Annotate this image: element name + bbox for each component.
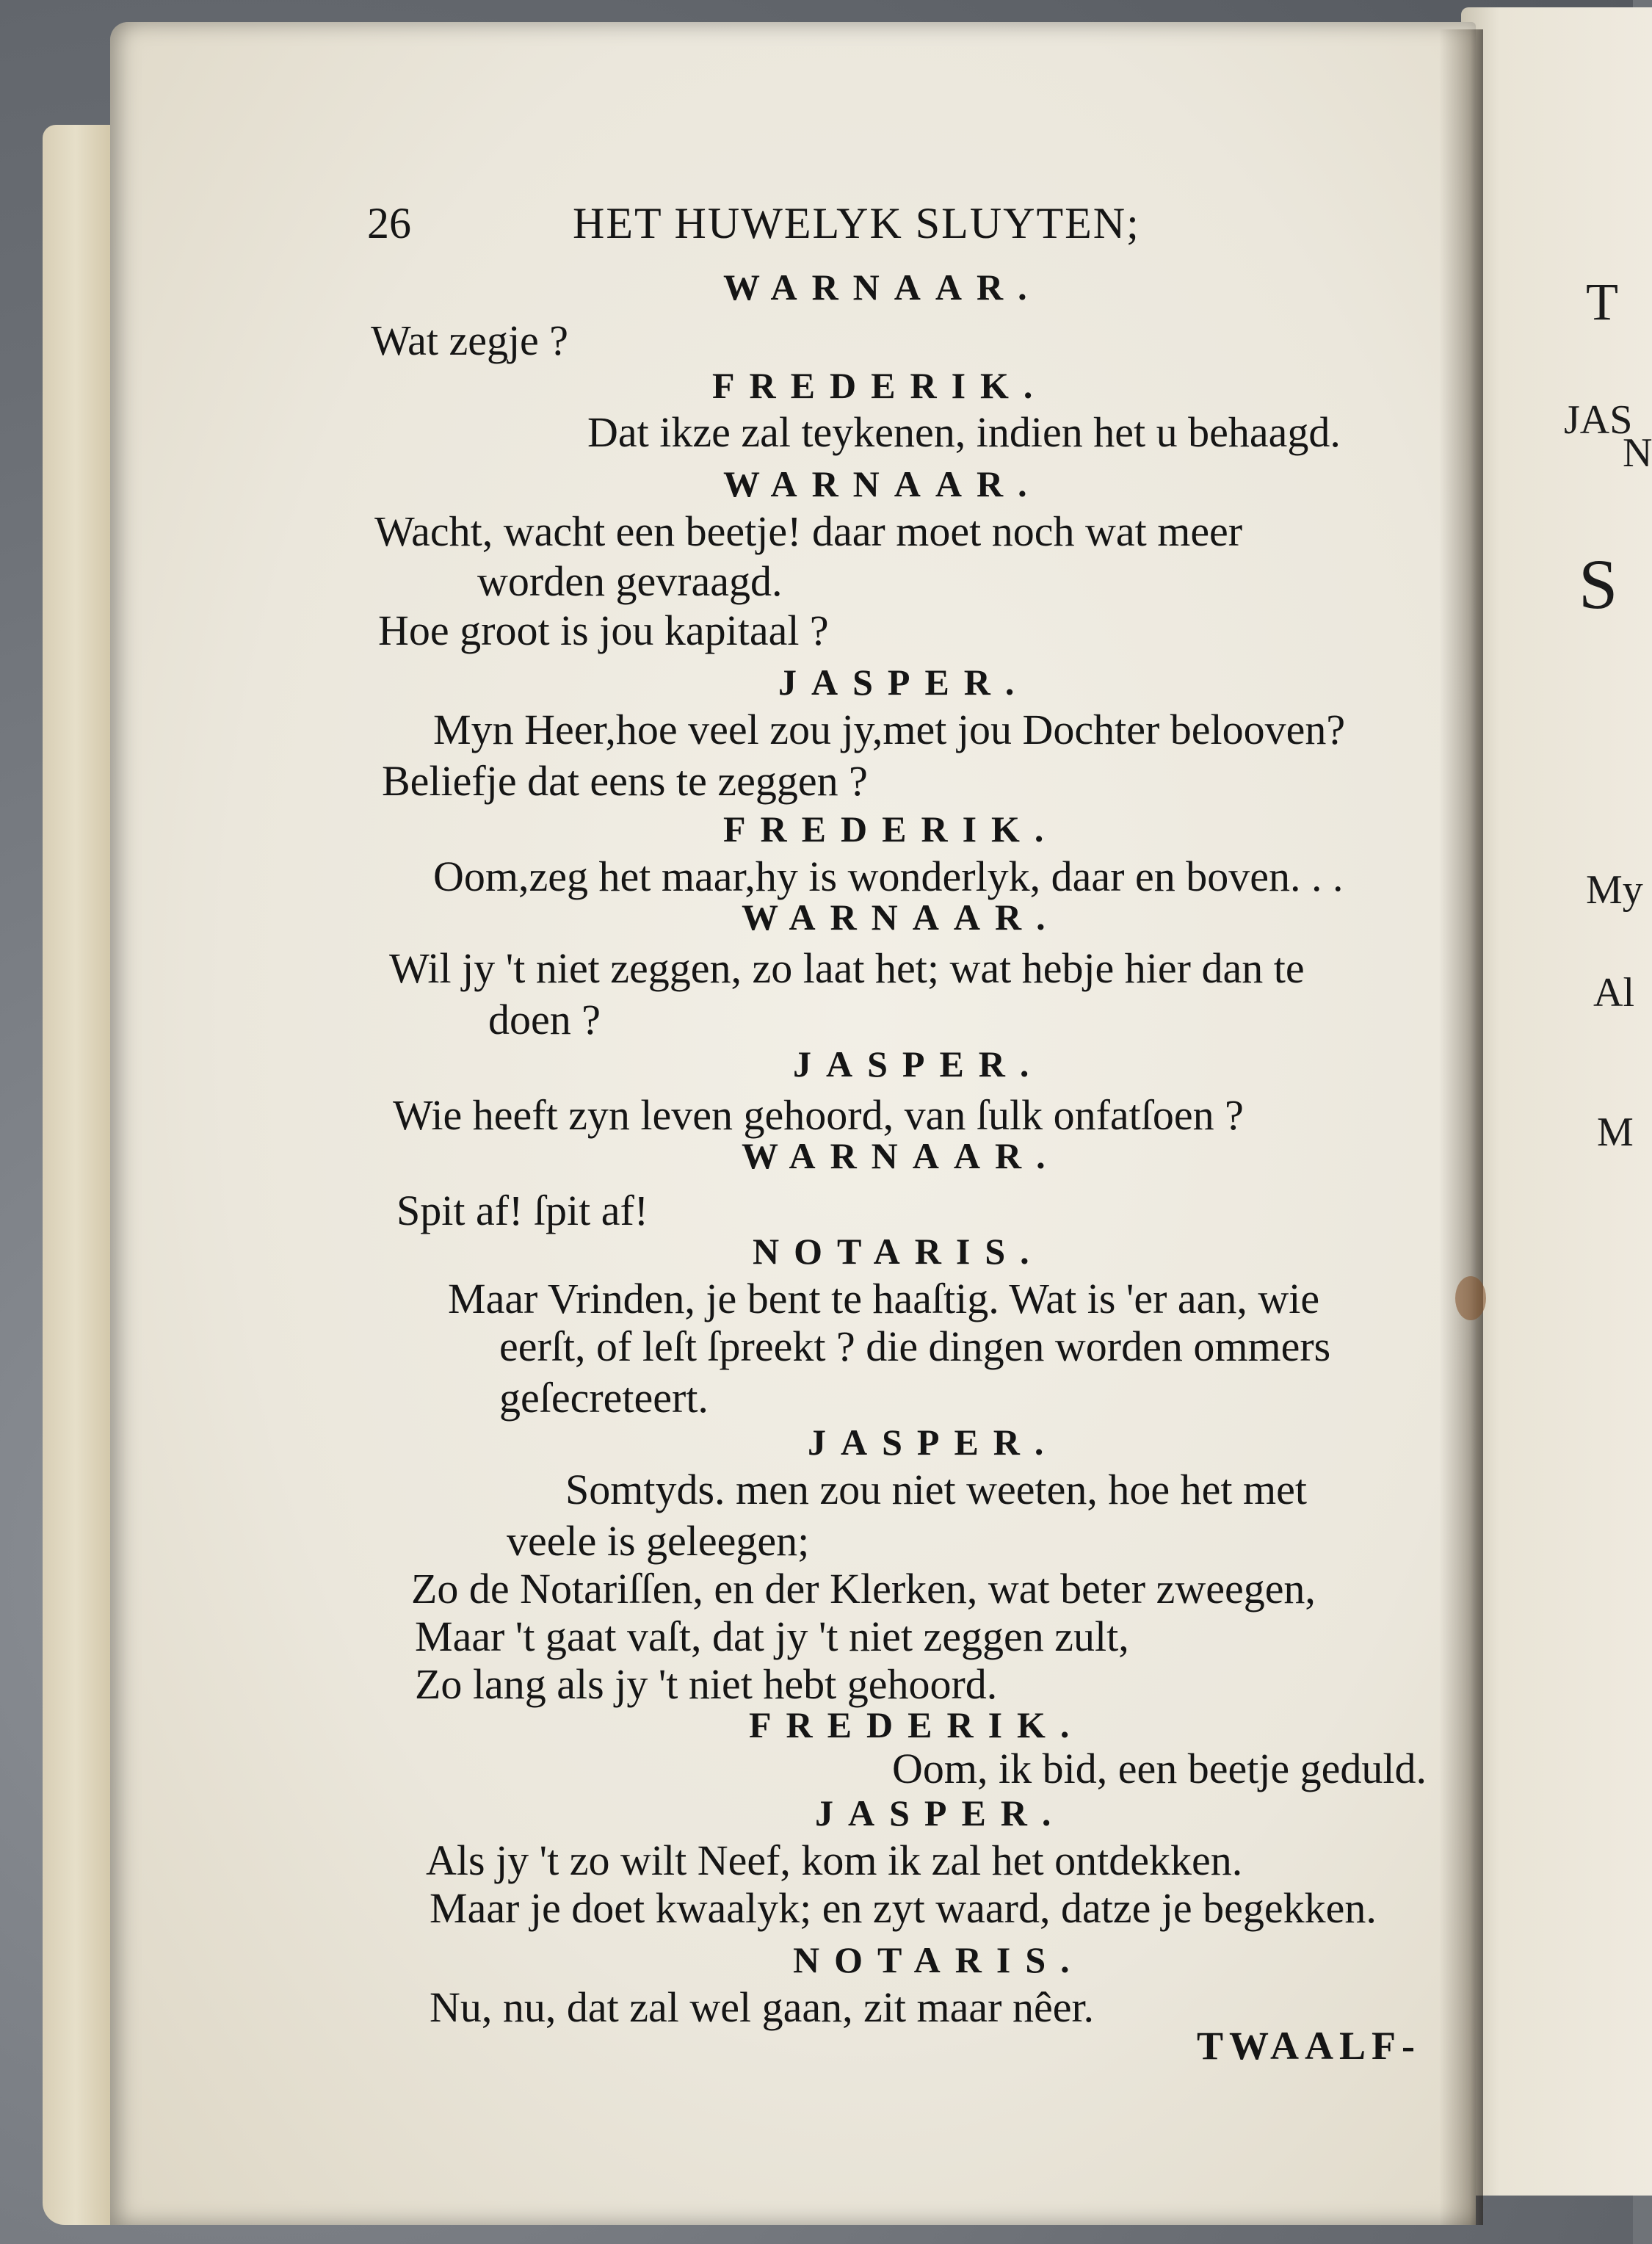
speaker-name: FREDERIK.: [712, 365, 1048, 406]
speaker-name: JASPER.: [793, 1043, 1044, 1085]
dialogue-line: Nu, nu, dat zal wel gaan, zit maar nêer.: [430, 1983, 1095, 2031]
dialogue-line: Wat zegje ?: [371, 316, 569, 364]
catchword: TWAALF-: [1197, 2024, 1421, 2068]
speaker-name: WARNAAR.: [723, 267, 1042, 308]
speaker-name: JASPER.: [778, 662, 1029, 703]
facing-fragment: N: [1623, 430, 1652, 476]
facing-fragment: M: [1597, 1110, 1634, 1155]
dialogue-line: Oom,zeg het maar,hy is wonderlyk, daar en boven. . .: [433, 853, 1344, 900]
speaker-name: FREDERIK.: [749, 1704, 1084, 1745]
dialogue-line: doen ?: [488, 996, 601, 1043]
page-stain: [1455, 1276, 1486, 1320]
dialogue-line: Myn Heer,hoe veel zou jy,met jou Dochter belooven?: [433, 706, 1346, 753]
dialogue-line: eerſt, of leſt ſpreekt ? die dingen worden ommers: [499, 1322, 1331, 1370]
speaker-name: JASPER.: [815, 1792, 1066, 1834]
facing-page: [1461, 7, 1652, 2196]
gutter-shadow: [1439, 29, 1483, 2225]
dialogue-line: Somtyds. men zou niet weeten, hoe het met: [565, 1466, 1307, 1513]
dialogue-line: Spit af! ſpit af!: [396, 1187, 649, 1234]
speaker-name: FREDERIK.: [723, 808, 1059, 850]
speaker-name: WARNAAR.: [742, 897, 1060, 938]
page-number: 26: [367, 199, 411, 247]
speaker-name: WARNAAR.: [723, 463, 1042, 504]
speaker-name: NOTARIS.: [793, 1939, 1084, 1980]
running-head: HET HUWELYK SLUYTEN;: [573, 199, 1140, 247]
dialogue-line: Zo de Notariſſen, en der Klerken, wat beter zweegen,: [411, 1565, 1316, 1613]
speaker-name: WARNAAR.: [742, 1135, 1060, 1176]
facing-fragment: Al: [1593, 970, 1634, 1016]
dialogue-line: Hoe groot is jou kapitaal ?: [378, 607, 829, 654]
dialogue-line: Maar je doet kwaalyk; en zyt waard, datze je begekken.: [430, 1884, 1377, 1932]
dialogue-line: worden gevraagd.: [477, 557, 783, 605]
facing-fragment: My: [1586, 867, 1643, 913]
dialogue-line: veele is geleegen;: [507, 1517, 810, 1565]
dialogue-line: Wie heeft zyn leven gehoord, van ſulk onfatſoen ?: [393, 1091, 1244, 1139]
dialogue-line: geſecreteert.: [499, 1374, 709, 1422]
facing-fragment: S: [1579, 545, 1618, 623]
dialogue-line: Als jy 't zo wilt Neef, kom ik zal het ontdekken.: [426, 1836, 1243, 1884]
speaker-name: JASPER.: [808, 1422, 1059, 1463]
dialogue-line: Beliefje dat eens te zeggen ?: [382, 757, 868, 805]
dialogue-line: Oom, ik bid, een beetje geduld.: [892, 1745, 1427, 1792]
dialogue-line: Maar Vrinden, je bent te haaſtig. Wat is 'er aan, wie: [448, 1275, 1320, 1322]
dialogue-line: Zo lang als jy 't niet hebt gehoord.: [415, 1660, 998, 1708]
dialogue-line: Wil jy 't niet zeggen, zo laat het; wat hebje hier dan te: [389, 944, 1305, 992]
dialogue-line: Maar 't gaat vaſt, dat jy 't niet zeggen zult,: [415, 1613, 1129, 1660]
facing-fragment: T: [1586, 272, 1618, 331]
dialogue-line: Wacht, wacht een beetje! daar moet noch wat meer: [374, 507, 1243, 555]
facing-fragment: JAS: [1564, 397, 1633, 443]
dialogue-line: Dat ikze zal teykenen, indien het u behaagd.: [587, 408, 1341, 456]
speaker-name: NOTARIS.: [753, 1231, 1044, 1272]
